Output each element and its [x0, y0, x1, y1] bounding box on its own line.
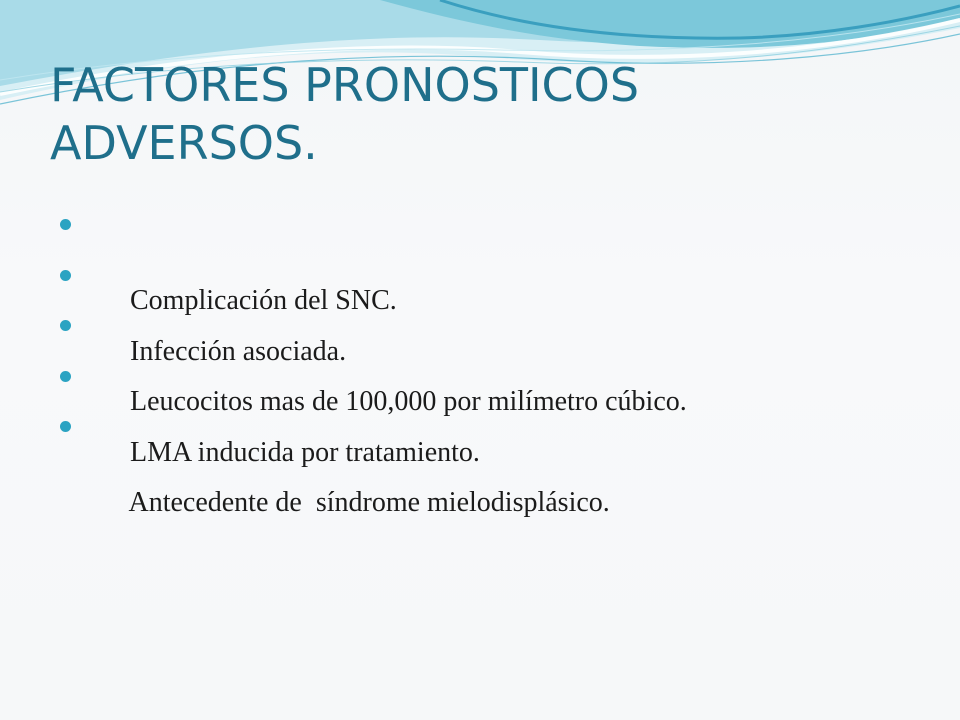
bullet-text: LMA inducida por tratamiento. [130, 436, 480, 468]
bullet-dot-icon [60, 320, 71, 331]
bullet-text: Infección asociada. [130, 335, 347, 367]
bullet-item [60, 206, 687, 316]
bullet-list [60, 206, 687, 518]
bullet-text: Complicación del SNC. [130, 285, 397, 316]
bullet-text: Leucocitos mas de 100,000 por milímetro cúbico. [130, 386, 687, 417]
title-line-2: ADVERSOS. [50, 116, 318, 170]
bullet-text: Antecedente de síndrome mielodisplásico. [128, 487, 610, 518]
slide-title [50, 56, 910, 172]
bullet-dot-icon [60, 371, 71, 382]
bullet-dot-icon [60, 219, 71, 230]
bullet-dot-icon [60, 421, 71, 432]
title-line-1: FACTORES PRONOSTICOS [50, 58, 640, 112]
bullet-dot-icon [60, 270, 71, 281]
